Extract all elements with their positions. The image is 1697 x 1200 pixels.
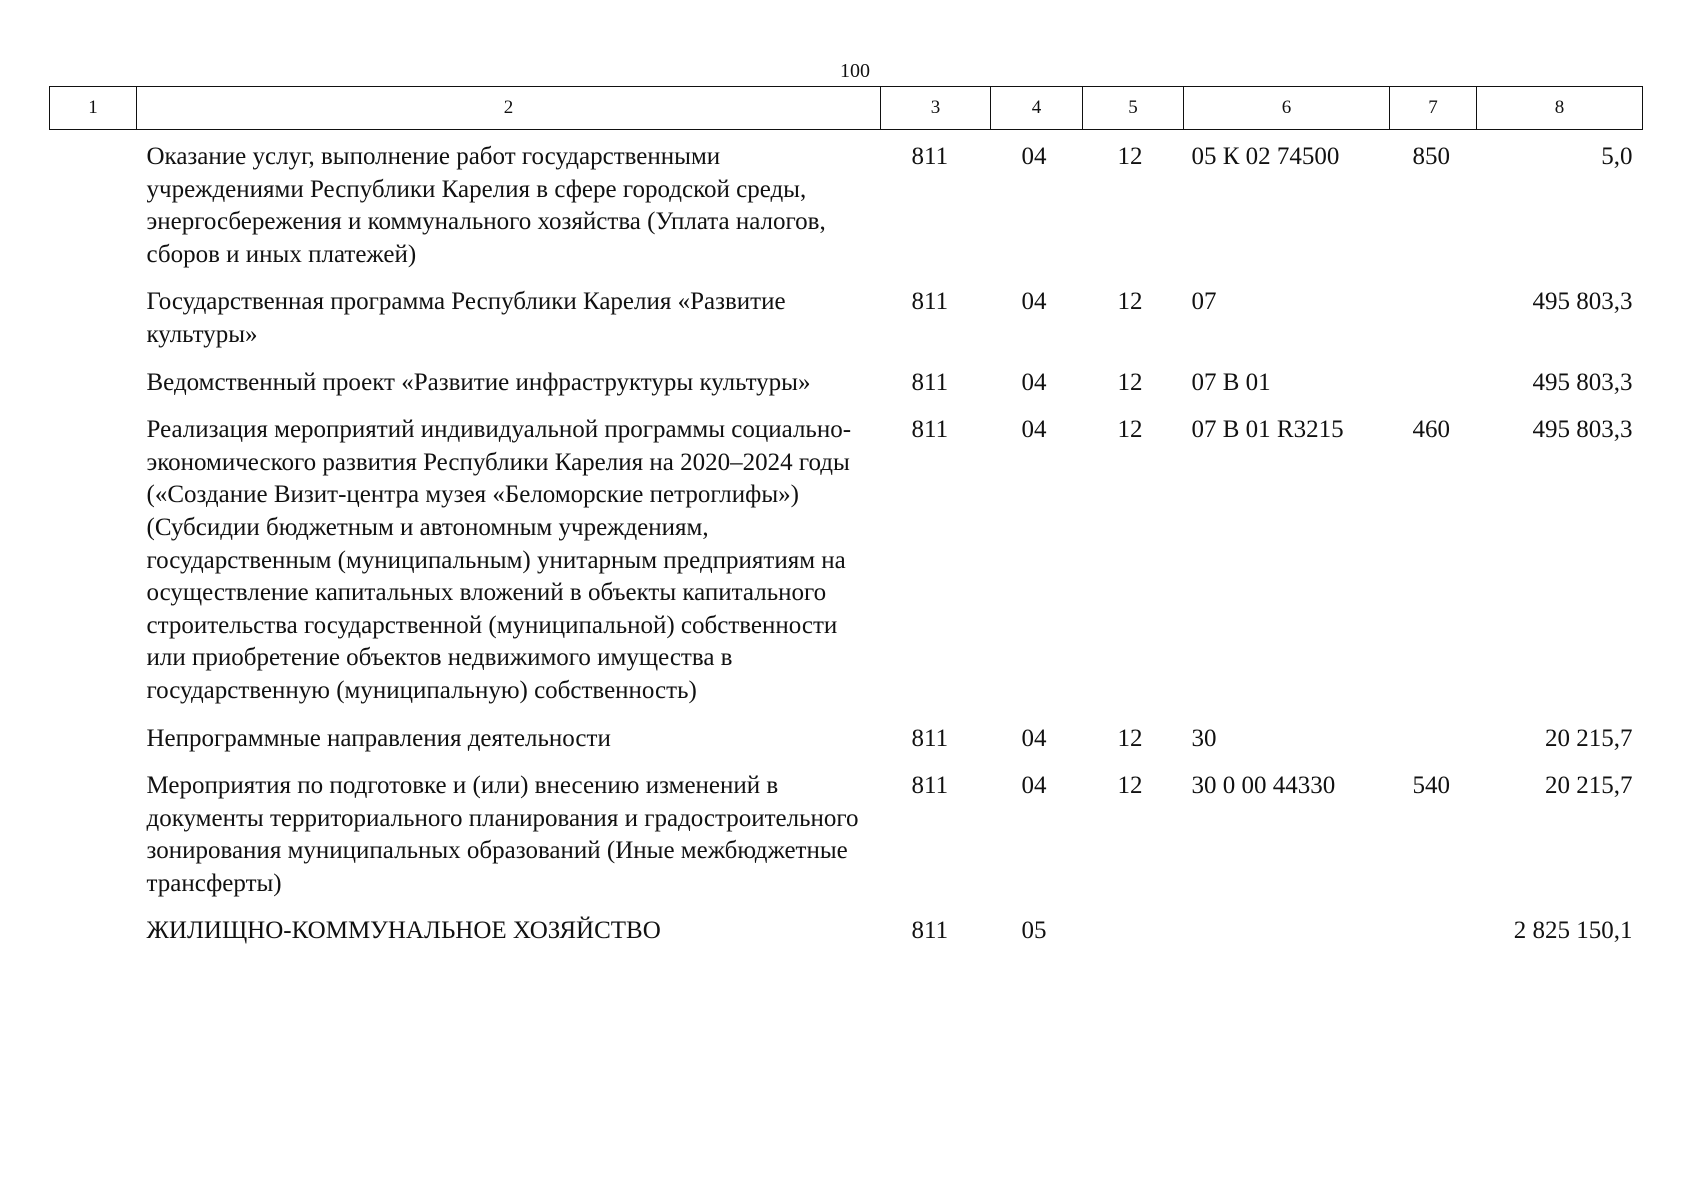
row-subsection-cell: 12 [1117,724,1143,752]
header-row [50,87,1643,130]
row-target-cell: 07 [1191,288,1217,316]
table-row [50,402,1643,710]
row-gr-cell: 811 [911,368,949,396]
row-vr-cell [1390,903,1477,951]
row-name-cell: Непрограммные направления деятельности [146,724,611,752]
page-number: 100 [840,60,870,82]
header-col-5: 5 [1083,87,1184,130]
row-subsection-cell: 12 [1117,368,1143,396]
row-num-cell [50,274,137,354]
header-col-7: 7 [1390,87,1477,130]
row-section-cell: 04 [1021,416,1047,444]
row-num-cell [50,355,137,403]
row-name-cell: Мероприятия по подготовке и (или) внесению изменений в документы территориального планирования и градостроительного зонирования муниципальных образований (Иные межбюджетные трансферты) [146,772,859,897]
table-row [50,130,1643,275]
row-num-cell [50,130,137,275]
row-target-cell: 07 В 01 R3215 [1191,416,1344,444]
row-section-cell: 04 [1021,288,1047,316]
row-gr-cell: 811 [911,416,949,444]
row-subsection-cell [1083,903,1184,951]
table-row [50,903,1643,951]
row-gr-cell: 811 [911,917,949,945]
budget-table [49,86,1643,951]
header-col-2: 2 [137,87,881,130]
row-subsection-cell: 12 [1117,143,1143,170]
row-name-cell: ЖИЛИЩНО-КОММУНАЛЬНОЕ ХОЗЯЙСТВО [146,917,661,945]
row-target-cell [1184,903,1390,951]
row-num-cell [50,903,137,951]
header-col-8: 8 [1477,87,1643,130]
row-sum-cell: 20 215,7 [1545,724,1633,752]
row-vr-cell: 460 [1412,416,1450,444]
row-section-cell: 04 [1021,724,1047,752]
row-subsection-cell: 12 [1117,288,1143,316]
row-name-cell: Реализация мероприятий индивидуальной программы социально-экономического развития Республики Карелия на 2020–2024 годы («Создание Визит-центра музея «Беломорские петроглифы») (Субсидии бюджетным и автономным учреждениям, государственным (муниципальным) унитарным предприятиям на осуществление капитальных вложений в объекты капитального строительства государственной (муниципальной) собственности или приобретение объектов недвижимого имущества в государственную (муниципальную) собственность) [146,416,852,704]
table-row [50,274,1643,354]
row-gr-cell: 811 [911,288,949,316]
row-target-cell: 30 [1191,724,1217,752]
row-sum-cell: 495 803,3 [1532,368,1633,396]
row-subsection-cell: 12 [1117,772,1143,800]
row-num-cell [50,402,137,710]
header-col-4: 4 [991,87,1083,130]
row-num-cell [50,758,137,903]
row-sum-cell: 2 825 150,1 [1513,917,1633,945]
row-vr-cell: 850 [1412,143,1450,170]
row-target-cell: 07 В 01 [1191,368,1271,396]
table-row [50,355,1643,403]
row-section-cell: 04 [1021,368,1047,396]
table-row [50,711,1643,759]
row-num-cell [50,711,137,759]
row-gr-cell: 811 [911,724,949,752]
header-col-1: 1 [50,87,137,130]
row-section-cell: 05 [1021,917,1047,945]
row-sum-cell: 5,0 [1601,143,1633,170]
row-vr-cell [1390,355,1477,403]
row-sum-cell: 495 803,3 [1532,288,1633,316]
row-gr-cell: 811 [911,143,949,170]
row-vr-cell [1390,274,1477,354]
row-name-cell: Государственная программа Республики Карелия «Развитие культуры» [146,288,786,348]
row-section-cell: 04 [1021,143,1047,170]
table-header [50,87,1643,130]
row-target-cell: 05 К 02 74500 [1191,143,1340,170]
row-sum-cell: 495 803,3 [1532,416,1633,444]
table-row [50,758,1643,903]
row-section-cell: 04 [1021,772,1047,800]
row-sum-cell: 20 215,7 [1545,772,1633,800]
row-vr-cell [1390,711,1477,759]
row-gr-cell: 811 [911,772,949,800]
header-col-6: 6 [1184,87,1390,130]
table-body [50,130,1643,952]
header-col-3: 3 [881,87,991,130]
row-vr-cell: 540 [1412,772,1450,800]
row-name-cell: Оказание услуг, выполнение работ государственными учреждениями Республики Карелия в сфере городской среды, энергосбережения и коммунального хозяйства (Уплата налогов, сборов и иных платежей) [146,143,826,268]
row-target-cell: 30 0 00 44330 [1191,772,1336,800]
row-subsection-cell: 12 [1117,416,1143,444]
row-name-cell: Ведомственный проект «Развитие инфраструктуры культуры» [146,368,811,396]
